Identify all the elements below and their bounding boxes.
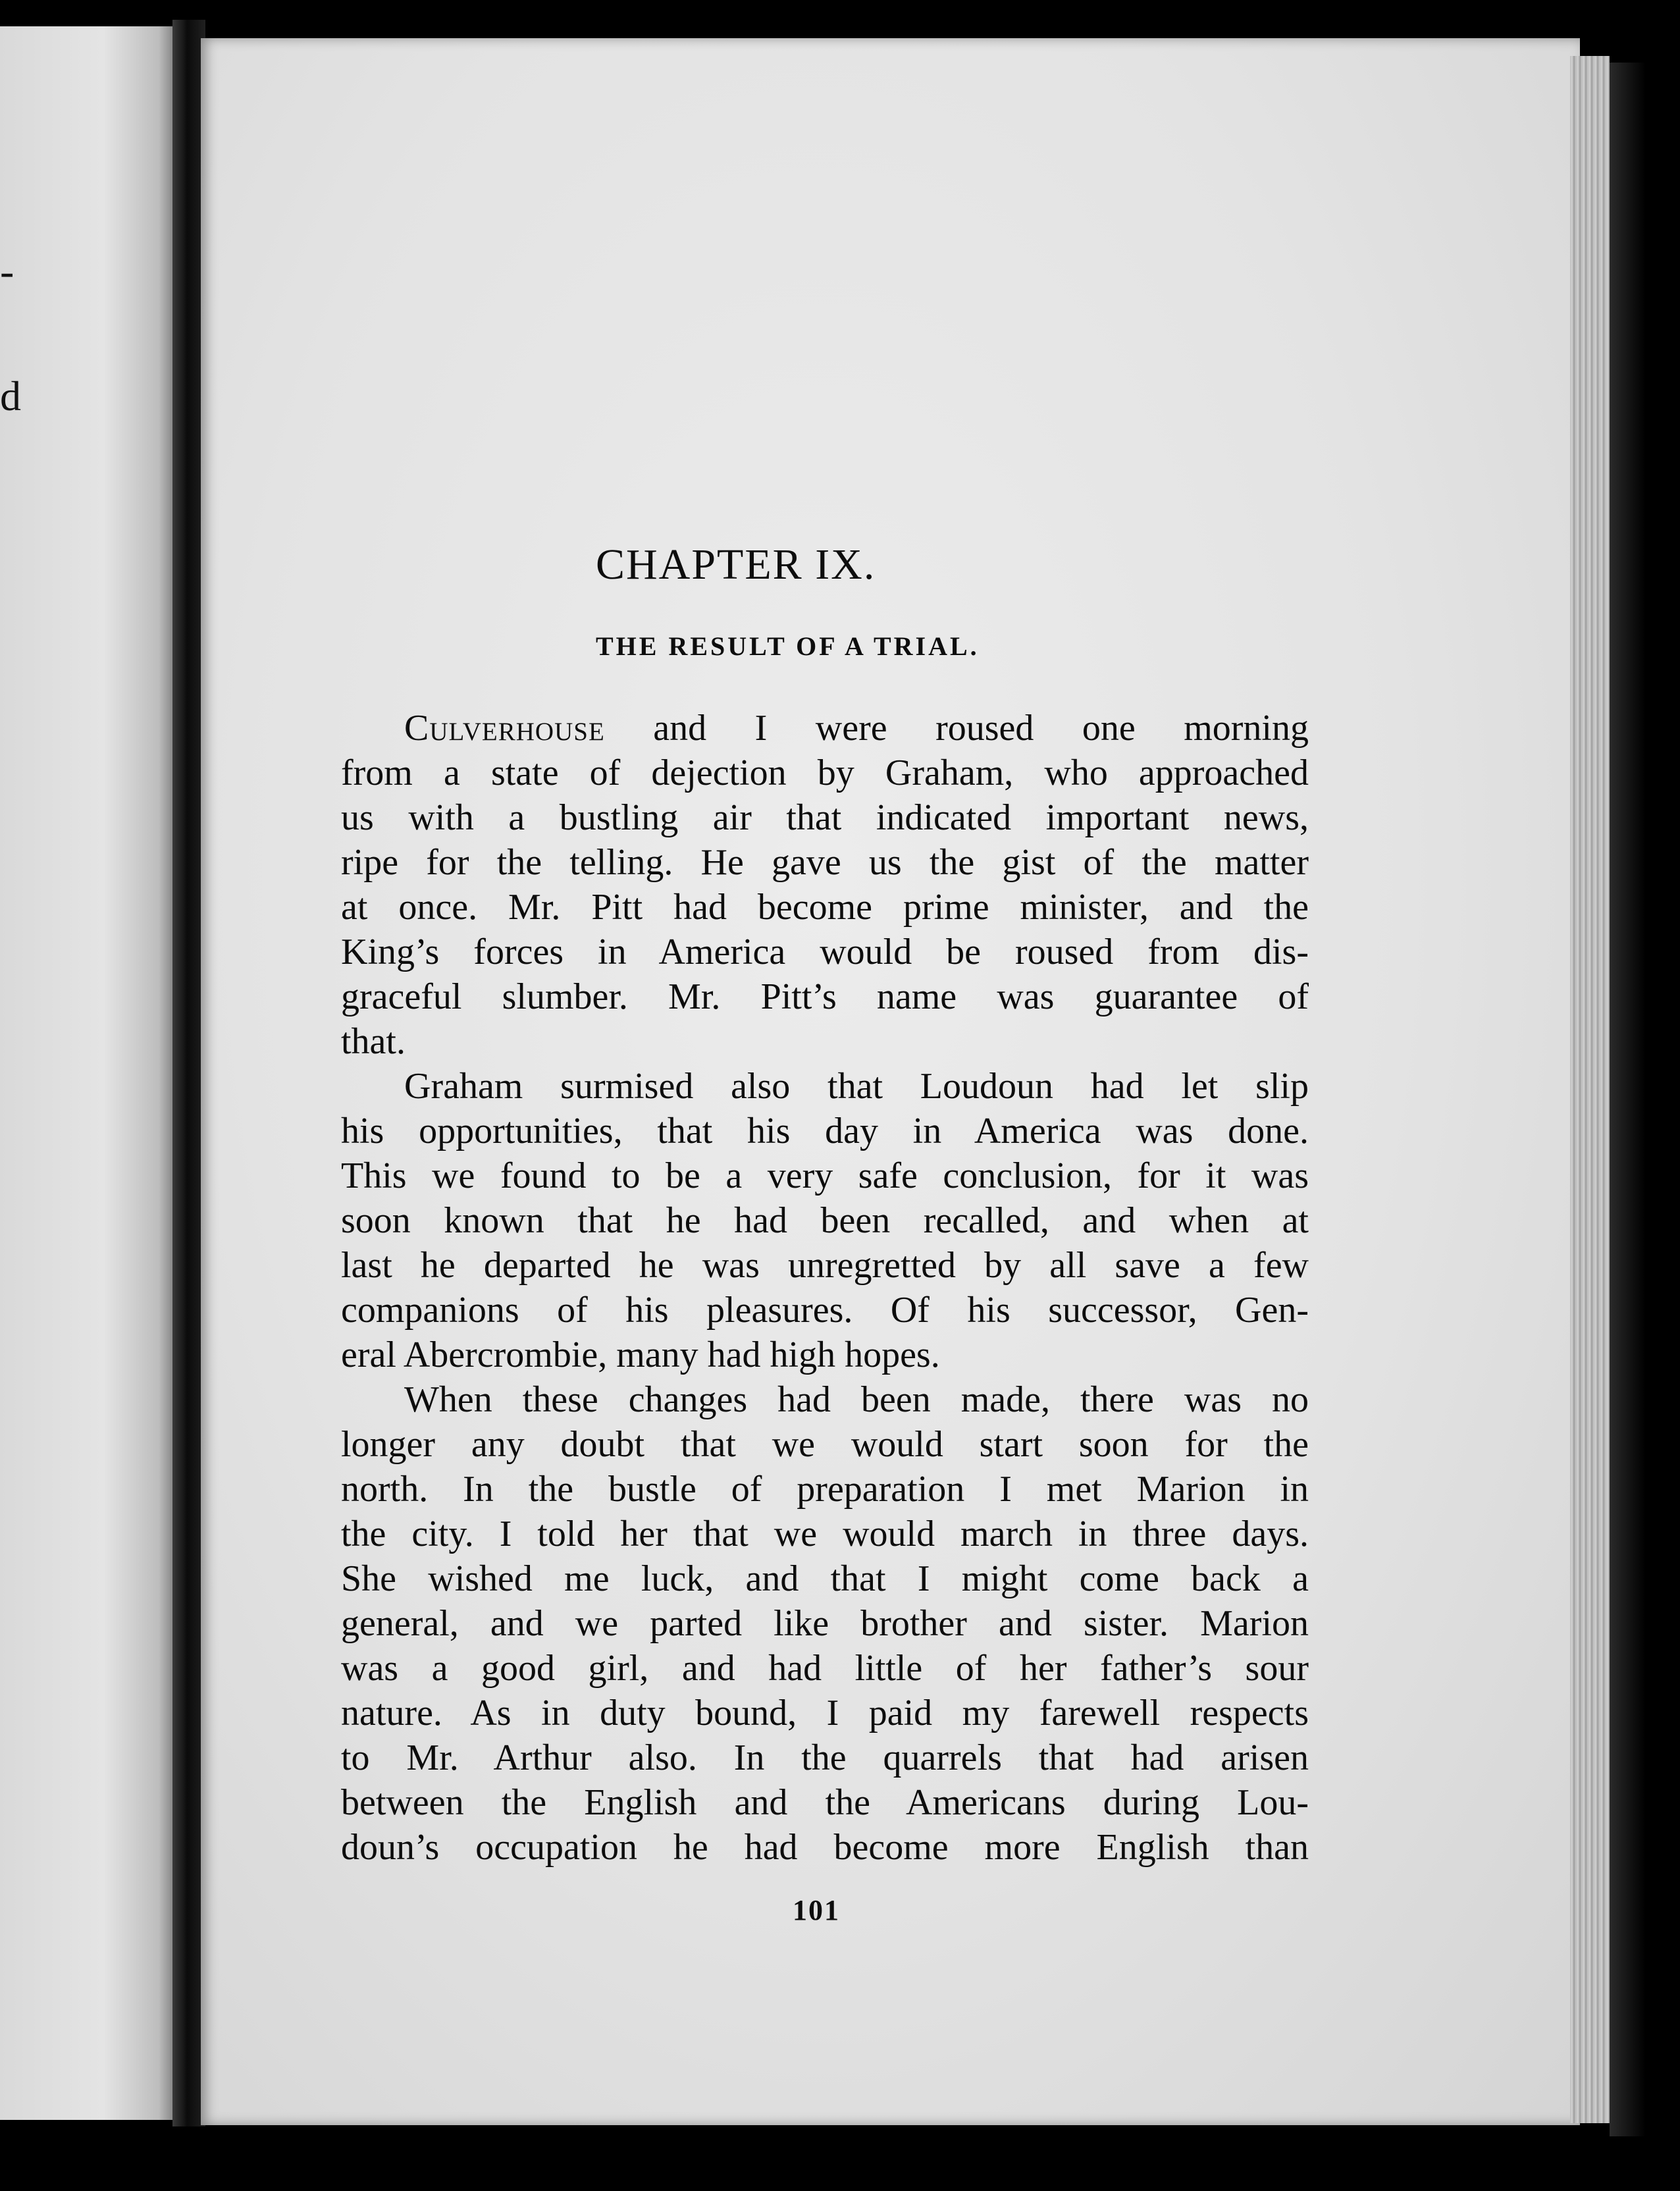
book-cover-edge xyxy=(1610,63,1646,2136)
page-number: 101 xyxy=(793,1894,840,1926)
text-line: last he departed he was unregretted by all save a few xyxy=(341,1245,1309,1286)
paragraph xyxy=(341,706,1309,1064)
text-line: She wished me luck, and that I might come back a xyxy=(341,1558,1309,1599)
text-line: King’s forces in America would be roused from dis- xyxy=(341,932,1309,972)
text-line: his opportunities, that his day in America was done. xyxy=(341,1111,1309,1151)
text-line: north. In the bustle of preparation I met Marion in xyxy=(341,1469,1309,1510)
text-line: nature. As in duty bound, I paid my farewell respects xyxy=(341,1693,1309,1733)
text-line: This we found to be a very safe conclusion, for it was xyxy=(341,1155,1309,1196)
paragraph xyxy=(341,1377,1309,1870)
text-line: to Mr. Arthur also. In the quarrels that had arisen xyxy=(341,1737,1309,1778)
paragraph xyxy=(341,1064,1309,1377)
text-line: at once. Mr. Pitt had become prime minister, and the xyxy=(341,887,1309,928)
drop-word: Culverhouse xyxy=(404,708,605,749)
line-text: and I were roused one morning xyxy=(604,708,1309,749)
text-line: Graham surmised also that Loudoun had let slip xyxy=(404,1066,1309,1107)
left-page-fragment-d: d xyxy=(0,373,21,419)
text-line: ripe for the telling. He gave us the gist of the matter xyxy=(341,842,1309,883)
left-page-fragment-dash: - xyxy=(0,248,14,294)
text-line: longer any doubt that we would start soon for the xyxy=(341,1424,1309,1465)
page-block-edge xyxy=(1570,56,1610,2123)
text-line: from a state of dejection by Graham, who approached xyxy=(341,752,1309,793)
text-line: companions of his pleasures. Of his successor, Gen- xyxy=(341,1290,1309,1331)
text-line: doun’s occupation he had become more English than xyxy=(341,1827,1309,1868)
chapter-subtitle: THE RESULT OF A TRIAL. xyxy=(596,631,980,661)
text-line: the city. I told her that we would march in three days. xyxy=(341,1514,1309,1554)
chapter-title: CHAPTER IX. xyxy=(596,541,876,589)
body-text xyxy=(341,706,1309,1870)
text-line: soon known that he had been recalled, and when at xyxy=(341,1200,1309,1241)
text-line xyxy=(341,706,1309,751)
text-line: eral Abercrombie, many had high hopes. xyxy=(341,1334,940,1375)
text-line: graceful slumber. Mr. Pitt’s name was guarantee of xyxy=(341,976,1309,1017)
text-line: between the English and the Americans during Lou- xyxy=(341,1782,1309,1823)
text-line: us with a bustling air that indicated important news, xyxy=(341,797,1309,838)
left-facing-page xyxy=(0,26,172,2120)
text-line: that. xyxy=(341,1021,406,1062)
text-line: When these changes had been made, there was no xyxy=(404,1379,1309,1420)
text-line: was a good girl, and had little of her father’s sour xyxy=(341,1648,1309,1689)
text-line: general, and we parted like brother and sister. Marion xyxy=(341,1603,1309,1644)
